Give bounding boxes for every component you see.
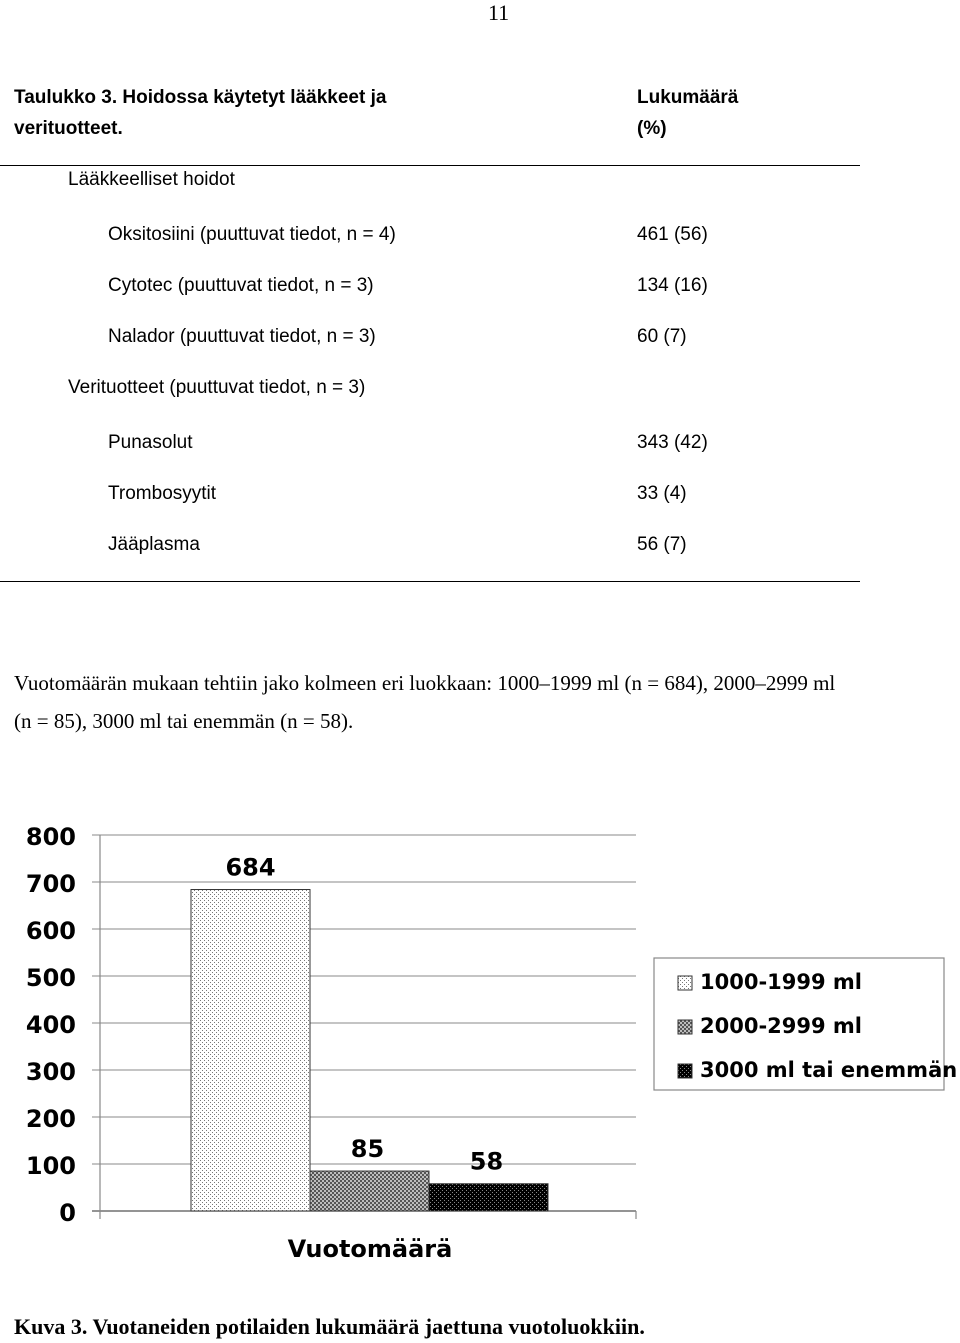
figure-caption: Kuva 3. Vuotaneiden potilaiden lukumäärä jaettuna vuotoluokkiin.: [14, 1314, 645, 1339]
y-tick-label: 800: [25, 823, 76, 851]
row-label: Cytotec (puuttuvat tiedot, n = 3): [108, 275, 374, 296]
bar-2: [310, 1171, 429, 1211]
row-value: 33 (4): [637, 483, 687, 504]
row-label: Nalador (puuttuvat tiedot, n = 3): [108, 326, 376, 347]
y-tick-label: 500: [25, 964, 76, 992]
row-label: Lääkkeelliset hoidot: [68, 169, 235, 190]
row-label: Verituotteet (puuttuvat tiedot, n = 3): [68, 377, 366, 398]
legend-swatch: [678, 1020, 692, 1034]
paragraph: [14, 664, 835, 740]
table-bottom-rule: [0, 581, 860, 582]
row-label: Trombosyytit: [108, 483, 217, 504]
bar-1: [191, 890, 310, 1211]
page-number: 11: [488, 0, 510, 25]
legend-entry: 3000 ml tai enemmän: [700, 1058, 958, 1082]
row-value: 60 (7): [637, 326, 687, 347]
y-tick-label: 200: [25, 1105, 76, 1133]
table-top-rule: [0, 165, 860, 166]
row-label: Oksitosiini (puuttuvat tiedot, n = 4): [108, 224, 396, 245]
legend-swatch: [678, 1064, 692, 1078]
table-caption: [14, 82, 386, 144]
bar-chart: [0, 800, 960, 1300]
data-label: 85: [350, 1135, 385, 1164]
row-value: 343 (42): [637, 432, 708, 453]
data-label: 58: [469, 1147, 504, 1176]
x-axis-label: Vuotomäärä: [287, 1235, 453, 1263]
column-header-line2: (%): [637, 118, 667, 139]
data-label: 684: [225, 853, 276, 882]
y-tick-label: 700: [25, 870, 76, 898]
legend-entry: 2000-2999 ml: [700, 1014, 863, 1038]
legend-swatch: [678, 976, 692, 990]
y-tick-label: 400: [25, 1011, 76, 1039]
row-value: 134 (16): [637, 275, 708, 296]
legend-entry: 1000-1999 ml: [700, 970, 863, 994]
legend: [654, 958, 957, 1090]
y-tick-label: 600: [25, 917, 76, 945]
row-label: Jääplasma: [108, 534, 200, 555]
bar-3: [429, 1184, 548, 1211]
column-header: [637, 82, 738, 144]
column-header-line1: Lukumäärä: [637, 87, 739, 108]
row-value: 56 (7): [637, 534, 687, 555]
table-caption-line2: verituotteet.: [14, 118, 123, 139]
table-caption-line1: Taulukko 3. Hoidossa käytetyt lääkkeet ja: [14, 87, 387, 108]
y-tick-label: 0: [59, 1199, 76, 1227]
y-tick-label: 100: [25, 1152, 76, 1180]
paragraph-line2: (n = 85), 3000 ml tai enemmän (n = 58).: [14, 709, 354, 733]
paragraph-line1: Vuotomäärän mukaan tehtiin jako kolmeen eri luokkaan: 1000–1999 ml (n = 684), 2000–2999 ml: [14, 671, 836, 695]
row-label: Punasolut: [108, 432, 193, 453]
y-tick-labels: [26, 823, 76, 1227]
y-tick-label: 300: [25, 1058, 76, 1086]
row-value: 461 (56): [637, 224, 708, 245]
